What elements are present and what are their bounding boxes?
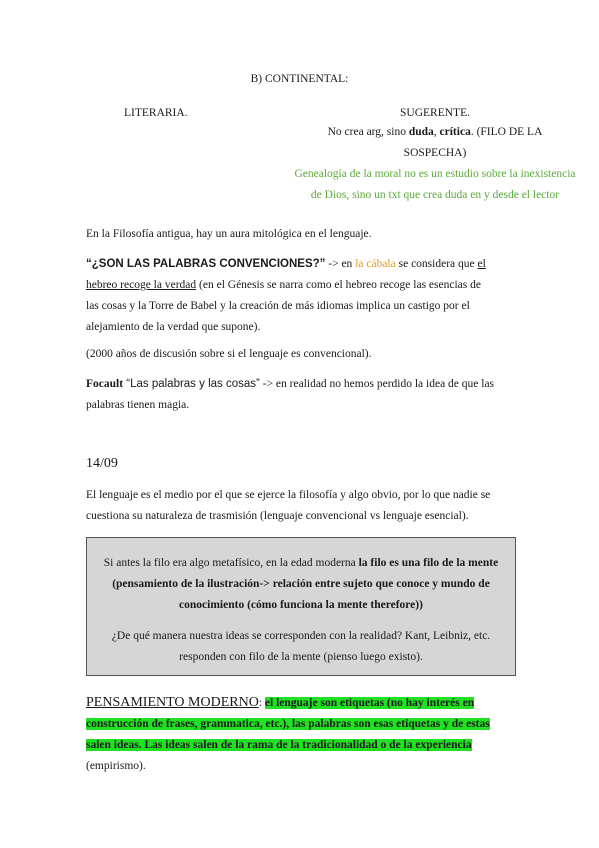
paragraph-2000: (2000 años de discusión sobre si el lenguaje es convencional). (86, 348, 372, 360)
text-line: alejamiento de la verdad que supone). (86, 321, 261, 333)
text-line: (empirismo). (86, 760, 146, 772)
text: -> en (325, 258, 356, 270)
text: se considera que (395, 258, 478, 270)
quote-convenciones: “¿SON LAS PALABRAS CONVENCIONES?” (86, 258, 326, 270)
green-note-line2: de Dios, sino un txt que crea duda en y desde el lector (310, 189, 560, 201)
bold-text: la filo es una filo de la mente (358, 557, 499, 569)
box-line2: (pensamiento de la ilustración-> relación entre sujeto que conoce y mundo de (112, 578, 490, 590)
paragraph-lenguaje (86, 485, 516, 527)
column-right-title: SUGERENTE. (400, 107, 470, 119)
text-line: palabras tienen magia. (86, 399, 190, 411)
highlight-box (86, 537, 516, 676)
text: , (433, 126, 440, 138)
text-line: El lenguaje es el medio por el que se ejerce la filosofía y algo obvio, por lo que nadie se (86, 489, 491, 501)
pensamiento-moderno-section (86, 692, 516, 777)
column-left-title: LITERARIA. (124, 107, 188, 119)
date-heading: 14/09 (86, 456, 118, 471)
text: (en el Génesis se narra como el hebreo recoge las esencias de (196, 279, 481, 291)
column-right-line2: SOSPECHA) (403, 147, 467, 159)
section-heading: B) CONTINENTAL: (250, 73, 349, 85)
pm-title: PENSAMIENTO MODERNO (86, 695, 259, 710)
text: No crea arg, sino (327, 126, 409, 138)
author-name: Focault (86, 378, 124, 390)
bold-duda: duda (408, 126, 434, 138)
underlined-text: hebreo recoge la verdad (86, 279, 197, 291)
column-right-line1 (270, 126, 599, 138)
highlighted-text: construcción de frases, grammatica, etc.), las palabras son esas etiquetas y de estas (86, 718, 490, 730)
box-line3: conocimiento (cómo funciona la mente therefore)) (179, 599, 423, 611)
book-title: “Las palabras y las cosas” (123, 378, 260, 390)
text: -> en realidad no hemos perdido la idea de que las (259, 378, 495, 390)
text: Si antes la filo era algo metafísico, en la edad moderna (103, 557, 359, 569)
cabala-text: la cábala (355, 258, 396, 270)
paragraph-convenciones (86, 254, 516, 338)
highlighted-text: el lenguaje son etiquetas (no hay interés en (264, 697, 475, 709)
paragraph-focault (86, 374, 516, 416)
paragraph-antigua: En la Filosofía antigua, hay un aura mitológica en el lenguaje. (86, 228, 372, 240)
box-line4: ¿De qué manera nuestra ideas se corresponden con la realidad? Kant, Leibniz, etc. (111, 630, 491, 642)
box-line5: responden con filo de la mente (pienso luego existo). (179, 651, 423, 663)
underlined-text: el (477, 258, 486, 270)
bold-critica: crítica (439, 126, 471, 138)
text: . (FILO DE LA (470, 126, 543, 138)
highlighted-text: salen ideas. Las ideas salen de la rama de la tradicionalidad o de la experiencia (86, 739, 472, 751)
text-line: cuestiona su naturaleza de trasmisión (lenguaje convencional vs lenguaje esencial). (86, 510, 469, 522)
text-line: las cosas y la Torre de Babel y la creación de más idiomas implica un castigo por el (86, 300, 470, 312)
green-note-line1: Genealogía de la moral no es un estudio sobre la inexistencia (294, 168, 576, 180)
text: : (258, 697, 265, 709)
